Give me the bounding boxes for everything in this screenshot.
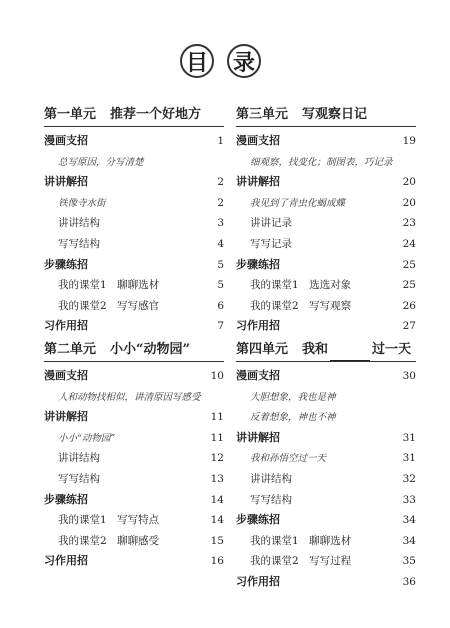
- toc-entry[interactable]: [236, 172, 416, 193]
- entry-title: 讲讲结构: [58, 217, 100, 230]
- toc-entry[interactable]: [44, 234, 224, 255]
- toc-entry[interactable]: [236, 213, 416, 234]
- fill-in-blank: [330, 359, 370, 361]
- toc-entry[interactable]: [236, 407, 416, 428]
- page-number: 23: [402, 217, 416, 230]
- toc-entry[interactable]: [44, 131, 224, 152]
- entry-title: 写写记录: [250, 237, 292, 250]
- page-number: 13: [210, 472, 224, 485]
- section-title: 讲讲解招: [44, 410, 88, 424]
- entry-title: 人和动物找相似，讲清原因写感受: [58, 391, 201, 403]
- page-number: 11: [210, 431, 224, 444]
- page-number: 34: [402, 514, 416, 527]
- toc-entry[interactable]: [236, 255, 416, 276]
- unit-1-name: 推荐一个好地方: [110, 107, 202, 122]
- page-number: 16: [210, 555, 224, 568]
- toc-entry[interactable]: [44, 275, 224, 296]
- unit-2: [44, 339, 224, 572]
- unit-2-heading: [44, 339, 224, 362]
- toc-entry[interactable]: [44, 469, 224, 490]
- unit-4-name-b: 过一天: [372, 342, 412, 357]
- toc-entry[interactable]: [236, 131, 416, 152]
- page-number: 30: [402, 370, 416, 382]
- page-number: 10: [210, 370, 224, 382]
- toc-entry[interactable]: [44, 490, 224, 511]
- toc-entry[interactable]: [44, 551, 224, 572]
- unit-3-number: 第三单元: [236, 107, 289, 122]
- entry-title: 讲讲结构: [250, 472, 292, 485]
- section-title: 讲讲解招: [236, 175, 280, 189]
- entry-title: 我的课堂1 选选对象: [250, 279, 352, 292]
- toc-entry[interactable]: [236, 428, 416, 449]
- entry-title: 我的课堂1 聊聊选材: [250, 534, 352, 547]
- unit-1-heading: [44, 104, 224, 127]
- toc-entry[interactable]: [236, 510, 416, 531]
- unit-3: [236, 104, 416, 337]
- toc-entry[interactable]: [236, 234, 416, 255]
- toc-entry[interactable]: [44, 428, 224, 449]
- page-number: 5: [217, 258, 224, 271]
- toc-entry[interactable]: [236, 551, 416, 572]
- toc-entry[interactable]: [236, 448, 416, 469]
- toc-entry[interactable]: [236, 387, 416, 408]
- unit-4-name-a: 我和: [302, 342, 329, 357]
- section-title: 漫画支招: [236, 369, 280, 382]
- toc-entry[interactable]: [236, 572, 416, 593]
- section-title: 步骤练招: [236, 513, 280, 527]
- entry-title: 我的课堂1 聊聊选材: [58, 279, 160, 292]
- unit-4: [236, 339, 416, 593]
- unit-1: [44, 104, 224, 337]
- page-number: 12: [210, 452, 224, 465]
- toc-entry[interactable]: [44, 213, 224, 234]
- section-title: 漫画支招: [44, 134, 88, 147]
- entry-title: 写写结构: [250, 493, 292, 506]
- page-number: 36: [402, 575, 416, 588]
- toc-entry[interactable]: [44, 531, 224, 552]
- page-number: 31: [402, 452, 416, 465]
- section-title: 步骤练招: [44, 492, 88, 506]
- entry-title: 小小“动物园”: [58, 432, 116, 444]
- page-number: 2: [217, 176, 224, 189]
- section-title: 习作用招: [44, 319, 88, 333]
- page-number: 31: [402, 431, 416, 444]
- toc-entry[interactable]: [44, 448, 224, 469]
- entry-title: 我的课堂2 写写感官: [58, 299, 160, 312]
- page-number: 11: [210, 411, 224, 424]
- entry-title: 讲讲结构: [58, 452, 100, 465]
- toc-entry[interactable]: [44, 407, 224, 428]
- toc-entry[interactable]: [44, 510, 224, 531]
- entry-title: 细观察，找变化；制图表，巧记录: [250, 156, 393, 168]
- unit-2-number: 第二单元: [44, 342, 97, 357]
- entry-title: 我的课堂2 写写过程: [250, 555, 352, 568]
- entry-title: 总写原因，分写清楚: [58, 156, 144, 168]
- page-number: 20: [402, 196, 416, 209]
- title-char-mu: 目: [180, 44, 214, 78]
- section-title: 步骤练招: [44, 257, 88, 271]
- page-number: 32: [402, 472, 416, 485]
- page-number: 26: [402, 299, 416, 312]
- entry-title: 我的课堂2 写写观察: [250, 299, 352, 312]
- toc-entry[interactable]: [236, 531, 416, 552]
- toc-entry[interactable]: [44, 387, 224, 408]
- entry-title: 反着想象，神也不神: [250, 412, 336, 424]
- entry-title: 我的课堂2 聊聊感受: [58, 534, 160, 547]
- toc-entry[interactable]: [44, 366, 224, 387]
- entry-title: 我的课堂1 写写特点: [58, 514, 160, 527]
- toc-entry[interactable]: [236, 490, 416, 511]
- toc-entry[interactable]: [236, 152, 416, 173]
- toc-entry[interactable]: [236, 366, 416, 387]
- page-number: 19: [402, 135, 416, 147]
- section-title: 步骤练招: [236, 257, 280, 271]
- page-number: 35: [402, 555, 416, 568]
- section-title: 漫画支招: [236, 134, 280, 147]
- toc-entry[interactable]: [44, 172, 224, 193]
- unit-4-heading: [236, 339, 416, 362]
- page-number: 4: [217, 237, 224, 250]
- page-number: 14: [210, 493, 224, 506]
- page-number: 25: [402, 258, 416, 271]
- section-title: 习作用招: [236, 574, 280, 588]
- section-title: 习作用招: [44, 554, 88, 568]
- page-number: 20: [402, 176, 416, 189]
- page-number: 2: [217, 196, 224, 209]
- page-number: 7: [217, 320, 224, 333]
- page-number: 27: [402, 320, 416, 333]
- toc-entry[interactable]: [236, 275, 416, 296]
- page-number: 14: [210, 514, 224, 527]
- page-number: 1: [217, 135, 224, 147]
- toc-entry[interactable]: [44, 296, 224, 317]
- section-title: 讲讲解招: [236, 430, 280, 444]
- unit-1-number: 第一单元: [44, 107, 97, 122]
- entry-title: 我见到了青虫化蝎成蝶: [250, 197, 346, 209]
- toc-entry[interactable]: [44, 152, 224, 173]
- page-number: 5: [217, 279, 224, 292]
- toc-entry[interactable]: [44, 193, 224, 214]
- entry-title: 写写结构: [58, 472, 100, 485]
- page-number: 33: [402, 493, 416, 506]
- page-number: 25: [402, 279, 416, 292]
- section-title: 习作用招: [236, 319, 280, 333]
- page-number: 34: [402, 534, 416, 547]
- toc-entry[interactable]: [236, 193, 416, 214]
- unit-2-name: 小小“动物园”: [110, 342, 190, 357]
- toc-entry[interactable]: [236, 469, 416, 490]
- page-number: 3: [217, 217, 224, 230]
- unit-4-number: 第四单元: [236, 342, 289, 357]
- unit-3-name: 写观察日记: [302, 107, 368, 122]
- toc-entry[interactable]: [236, 316, 416, 337]
- entry-title: 我和孙悟空过一天: [250, 453, 327, 465]
- section-title: 讲讲解招: [44, 175, 88, 189]
- title-char-lu: 录: [227, 44, 261, 78]
- page-number: 24: [402, 237, 416, 250]
- toc-entry[interactable]: [236, 296, 416, 317]
- toc-title: [0, 44, 450, 90]
- toc-entry[interactable]: [44, 316, 224, 337]
- entry-title: 写写结构: [58, 237, 100, 250]
- section-title: 漫画支招: [44, 369, 88, 382]
- page-number: 15: [210, 534, 224, 547]
- entry-title: 大胆想象，我也是神: [250, 391, 336, 403]
- entry-title: 讲讲记录: [250, 217, 292, 230]
- entry-title: 铁像寺水街: [58, 197, 106, 209]
- unit-3-heading: [236, 104, 416, 127]
- toc-entry[interactable]: [44, 255, 224, 276]
- page-number: 6: [217, 299, 224, 312]
